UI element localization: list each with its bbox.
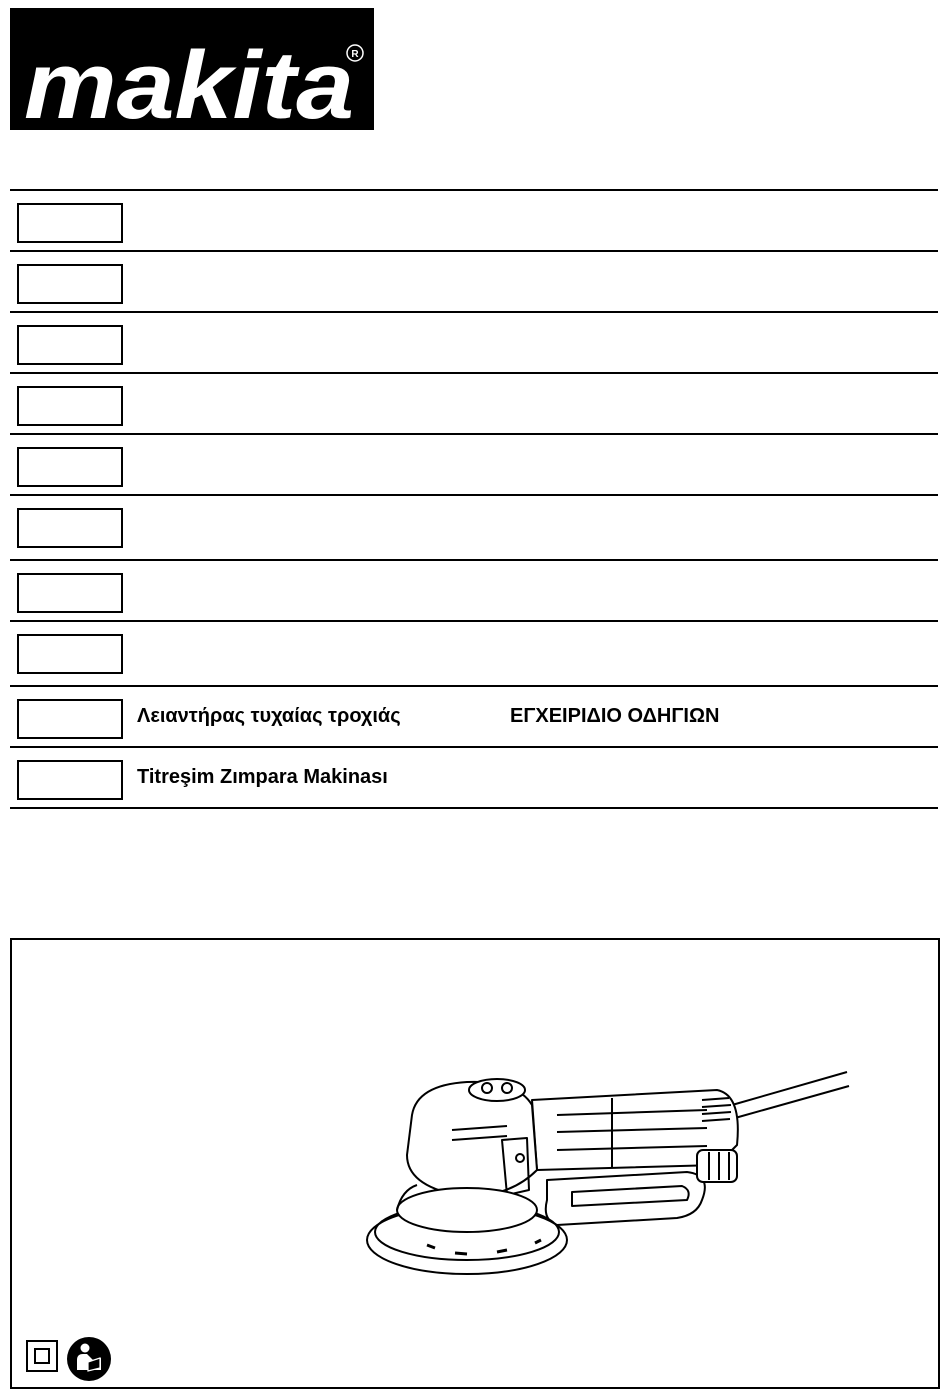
language-row bbox=[10, 435, 938, 496]
read-manual-icon bbox=[66, 1336, 112, 1382]
cord-line bbox=[735, 1086, 849, 1118]
language-row bbox=[10, 496, 938, 561]
language-code-box bbox=[17, 573, 123, 613]
language-code-box bbox=[17, 325, 123, 365]
language-code-box bbox=[17, 760, 123, 800]
product-illustration-frame bbox=[10, 938, 940, 1389]
language-row bbox=[10, 252, 938, 313]
dust-port bbox=[697, 1150, 737, 1182]
pad-base bbox=[397, 1188, 537, 1232]
makita-logo-graphic bbox=[10, 8, 374, 130]
language-code-box bbox=[17, 264, 123, 304]
makita-logo bbox=[10, 8, 374, 130]
product-name: Titreşim Zımpara Makinası bbox=[137, 766, 388, 788]
cord-line bbox=[732, 1072, 847, 1105]
language-row bbox=[10, 561, 938, 622]
language-code-box bbox=[17, 634, 123, 674]
language-row bbox=[10, 687, 938, 748]
logo-wordmark: makita bbox=[24, 32, 354, 130]
language-row bbox=[10, 313, 938, 374]
language-row bbox=[10, 191, 938, 252]
language-row bbox=[10, 622, 938, 687]
manual-title: ΕΓΧΕΙΡΙΔΙΟ ΟΔΗΓΙΩΝ bbox=[510, 705, 720, 727]
random-orbit-sander-illustration bbox=[357, 1060, 867, 1290]
language-table bbox=[10, 189, 938, 809]
double-insulation-icon bbox=[26, 1340, 58, 1372]
language-row bbox=[10, 374, 938, 435]
speed-dial bbox=[469, 1079, 525, 1101]
language-code-box bbox=[17, 447, 123, 487]
language-code-box bbox=[17, 386, 123, 426]
language-row bbox=[10, 748, 938, 809]
product-name: Λειαντήρας τυχαίας τροχιάς bbox=[137, 705, 401, 727]
rear-handle bbox=[546, 1172, 705, 1225]
language-code-box bbox=[17, 203, 123, 243]
registered-mark: R bbox=[351, 49, 359, 60]
language-code-box bbox=[17, 508, 123, 548]
language-code-box bbox=[17, 699, 123, 739]
